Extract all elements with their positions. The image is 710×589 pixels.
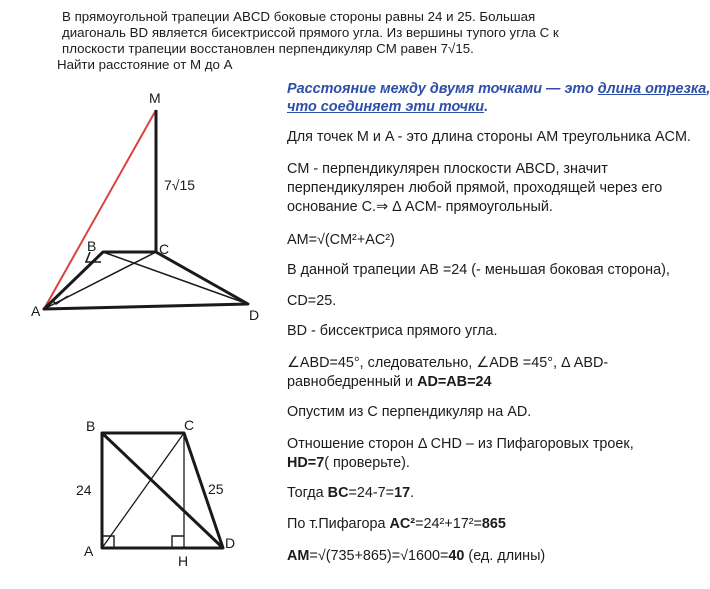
step-8 [287,374,491,390]
step-13-b: AC² [389,516,416,532]
label-m: M [149,90,161,106]
step-12-b: BC [327,485,349,501]
problem-line-1: В прямоугольной трапеции ABCD боковые стороны равны 24 и 25. Большая [62,9,536,24]
step-2-line-1: CM - перпендикулярен плоскости ABCD, значит [287,161,608,177]
step-11-result: HD=7 [287,455,325,471]
label-h: H [178,553,189,569]
hint-line-2-end: . [484,99,489,115]
step-14-c: 40 [448,548,465,564]
label-cd-length: 25 [208,481,224,497]
diagonal-ac-2d [102,433,184,548]
pyramid-figure [0,70,290,330]
label-c: C [159,241,170,257]
label-b: B [87,238,97,254]
step-2 [287,160,662,217]
hint-part-3: , [706,81,710,97]
problem-line-2: диагональ BD является бисектриссой прямого угла. Из вершины тупого угла C к [62,25,559,40]
step-3: AM=√(CM²+AC²) [287,232,395,248]
label-d: D [249,307,260,323]
step-12-c: =24-7= [348,485,395,501]
problem-statement [57,9,582,73]
step-11 [287,455,410,471]
step-13 [287,516,506,532]
hint-part-1: Расстояние между двумя точками — это [287,81,598,97]
label-d-2d: D [225,535,236,551]
label-cm-length: 7√15 [164,177,196,193]
step-5: CD=25. [287,293,337,309]
step-7: ∠ABD=45°, следовательно, ∠ADB =45°, Δ ABD- [287,355,609,371]
trapezoid-abcd [44,252,248,309]
step-13-c: =24²+17²= [415,516,482,532]
right-angle-mark-h [172,536,184,548]
step-1: Для точек M и A - это длина стороны AM треугольника ACM. [287,129,691,145]
step-14-a: AM [287,548,310,564]
hint-definition [287,80,710,116]
step-13-d: 865 [481,516,506,532]
step-6: BD - биссектриса прямого угла. [287,323,498,339]
step-8-text: равнобедренный и [287,374,418,390]
step-8-result: AD=AB=24 [417,374,492,390]
problem-line-3: плоскости трапеции восстановлен перпендикуляр CM равен 7√15. [62,41,474,56]
step-2-line-3: основание C.⇒ Δ ACM- прямоугольный. [287,199,553,215]
label-a-2d: A [84,543,94,559]
label-b-2d: B [86,418,96,434]
step-12-e: . [410,485,415,501]
label-a: A [31,303,41,319]
step-14-b: =√(735+865)=√1600= [309,548,449,564]
step-11-text: ( проверьте). [324,455,410,471]
step-4: В данной трапеции AB =24 (- меньшая боковая сторона), [287,262,670,278]
step-12-a: Тогда [287,485,328,501]
step-12-d: 17 [394,485,411,501]
diagonal-bd [103,252,248,304]
step-9: Опустим из C перпендикуляр на AD. [287,404,532,420]
hint-part-2: длина отрезка [597,81,707,97]
step-12 [287,485,414,501]
step-2-line-2: перпендикулярен любой прямой, проходящей через его [287,180,663,196]
step-13-a: По т.Пифагора [287,516,390,532]
trapezoid-figure [60,405,250,575]
step-14-d: (ед. длины) [464,548,546,564]
segment-am [44,110,156,309]
label-ab-length: 24 [76,482,92,498]
step-14 [287,548,545,564]
step-10: Отношение сторон Δ CHD – из Пифагоровых троек, [287,436,634,452]
label-c-2d: C [184,417,195,433]
hint-line-2: что соединяет эти точки [287,99,485,115]
problem-question: Найти расстояние от M до A [57,57,233,72]
